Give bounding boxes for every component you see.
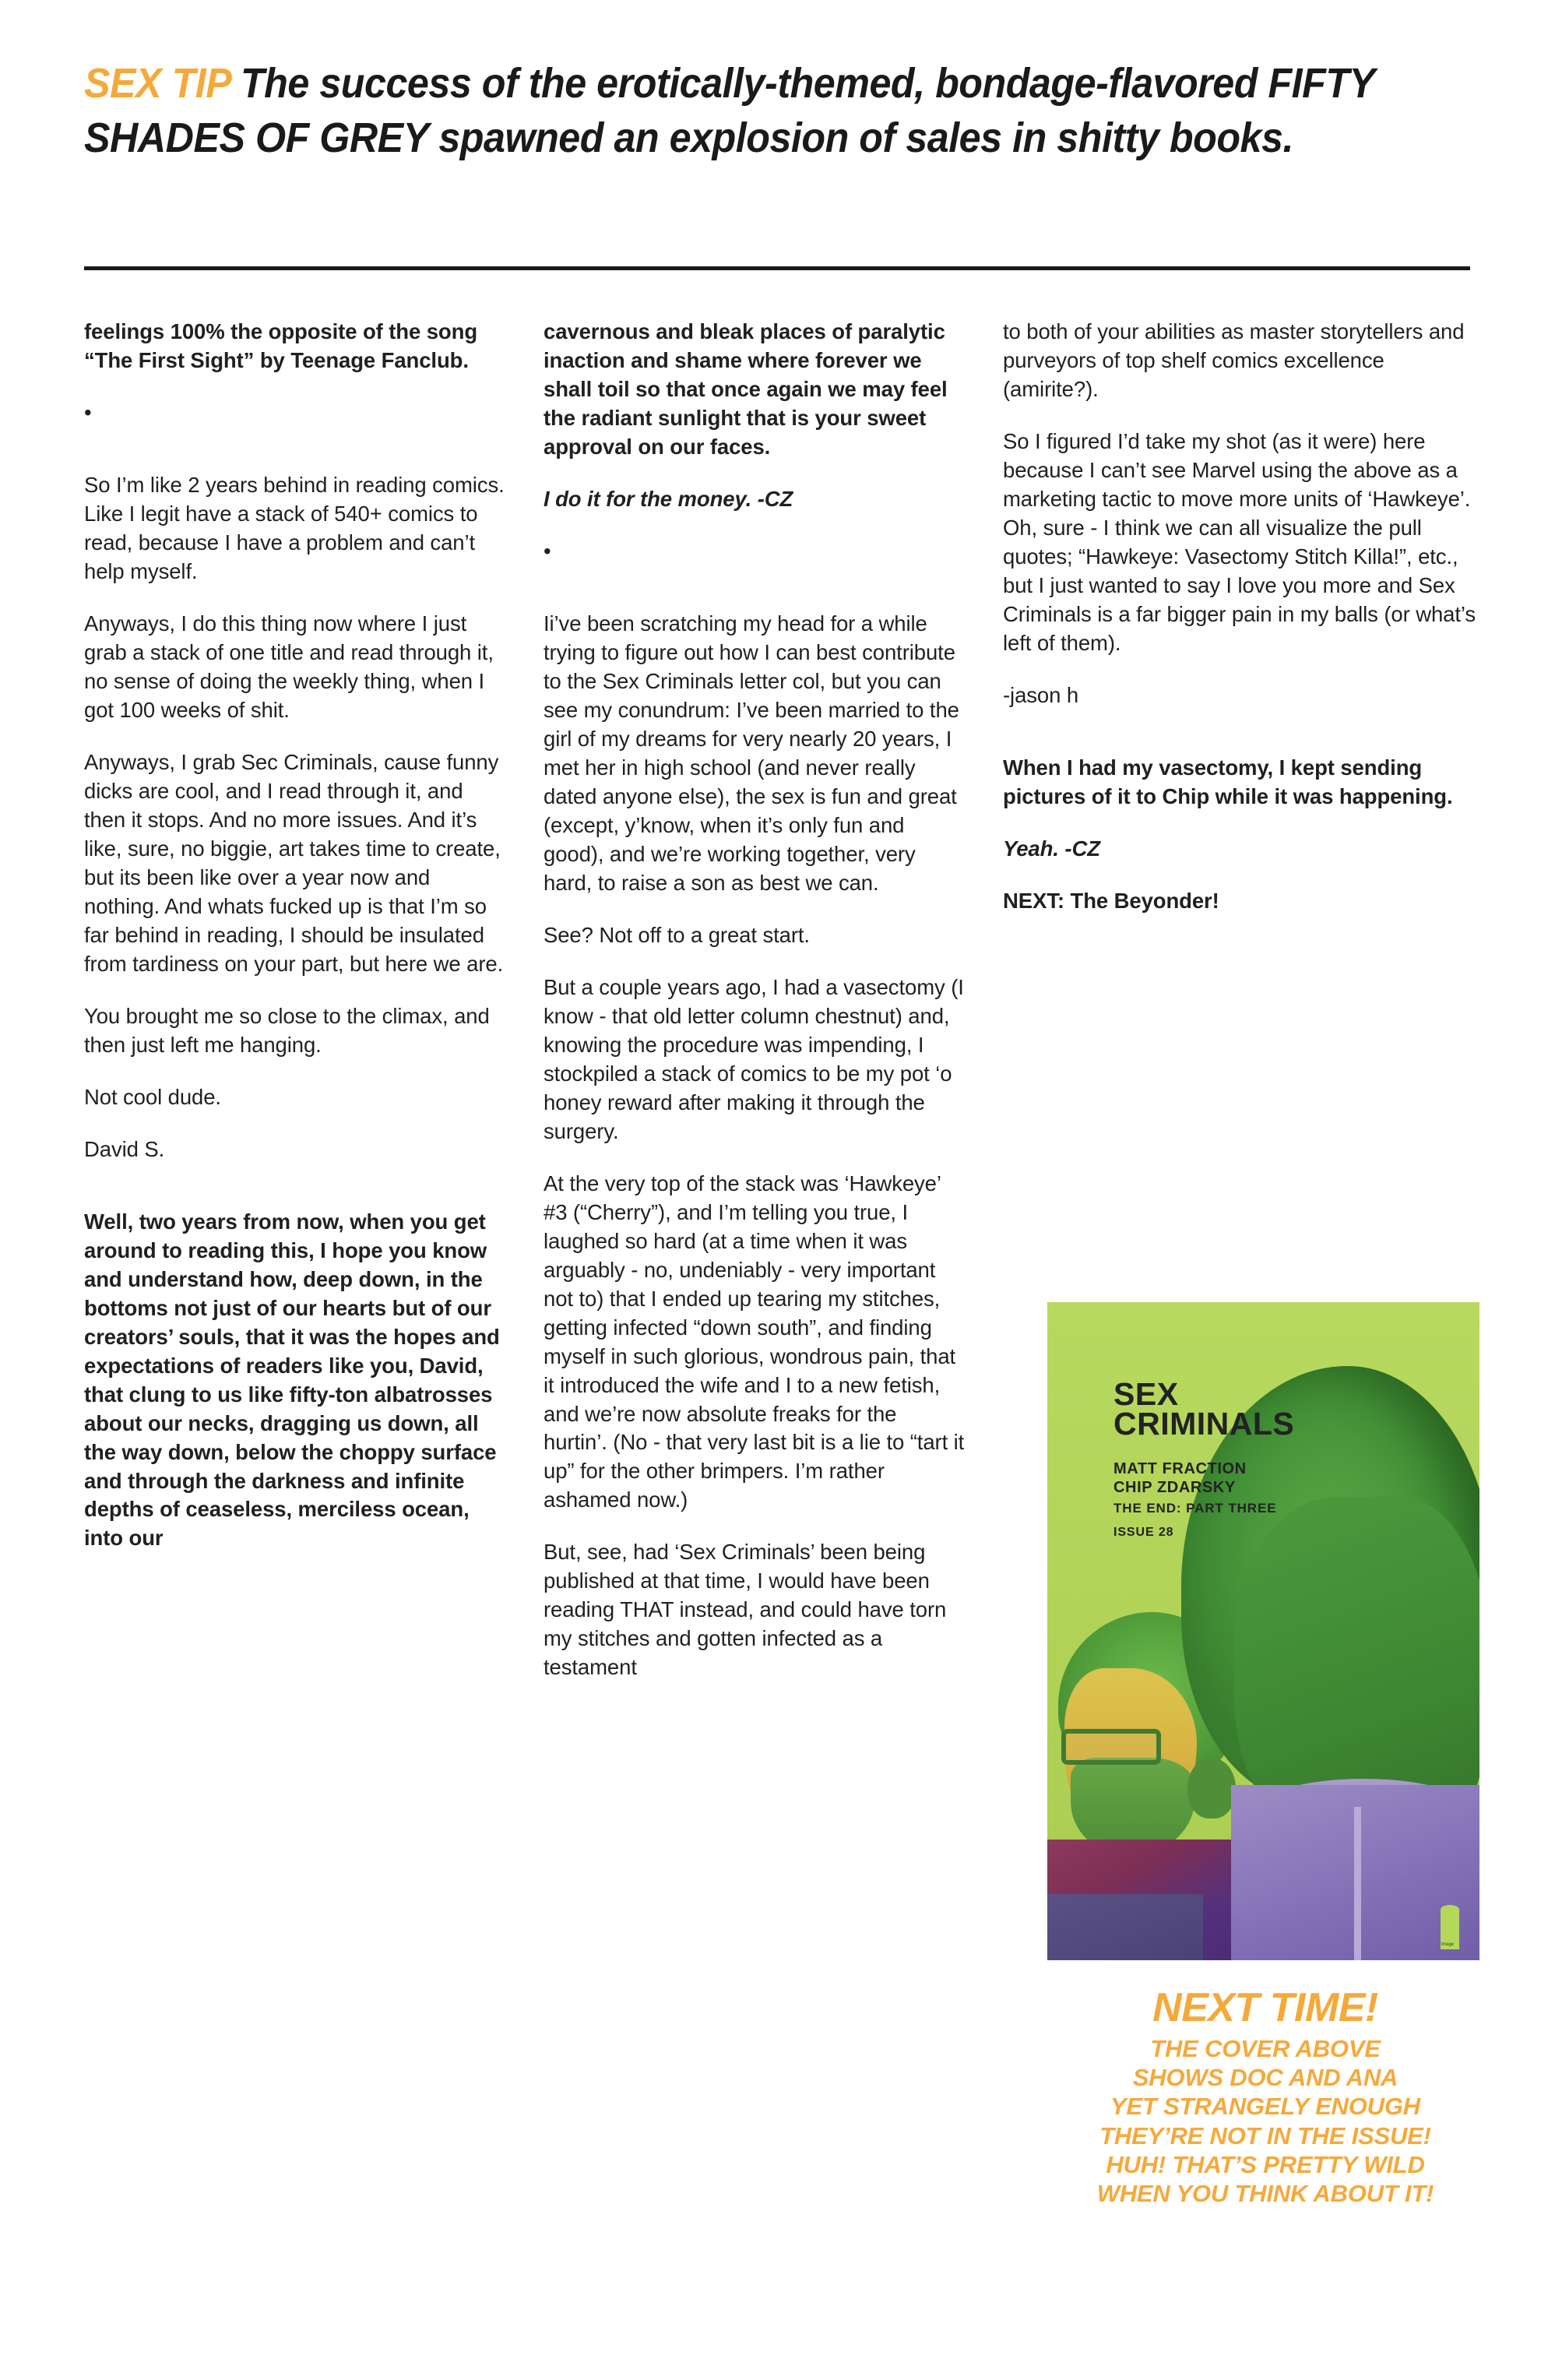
paragraph: Anyways, I grab Sec Criminals, cause funny dicks are cool, and I read through it, and then it stops. And no more issues. And it’s like, sure, no biggie, art takes time to create, but its been like over a year now and nothing. And whats fucked up is that I’m so far behind in reading, I should be insulated from tardiness on your part, but here we are. (84, 749, 504, 976)
paragraph: See? Not off to a great start. (544, 922, 810, 947)
paragraph: So I’m like 2 years behind in reading comics. Like I legit have a stack of 540+ comics to read, because I have a problem and can’t help myself. (84, 472, 505, 583)
bullet-separator: • (544, 538, 551, 563)
editor-reply: I do it for the money. -CZ (544, 486, 793, 511)
man-glasses-icon (1061, 1729, 1161, 1765)
cover-issue-number: ISSUE 28 (1114, 1526, 1174, 1539)
cover-canvas (1047, 1302, 1479, 1960)
next-time-line: SHOWS DOC AND ANA (1132, 2064, 1398, 2092)
image-comics-logo-text: image (1441, 1942, 1454, 1947)
paragraph: feelings 100% the opposite of the song “The First Sight” by Teenage Fanclub. (84, 319, 478, 372)
paragraph: Ii’ve been scratching my head for a while trying to figure out how I can best contribute to the Sex Criminals letter col, but you can see my conundrum: I’ve been married to the girl of my dreams for very nearly 20 years, I met her in high school (and never really dated anyone else), the sex is fun and great (except, y’know, when it’s only fun and good), and we’re working together, very hard, to raise a son as best we can. (544, 611, 959, 895)
letter-signature: -jason h (1003, 682, 1079, 707)
paragraph: But a couple years ago, I had a vasectomy (I know - that old letter column chestnut) and, knowing the procedure was impending, I stockpiled a stack of comics to be my pot ‘o honey reward after making it through the surgery. (544, 974, 964, 1143)
paragraph: At the very top of the stack was ‘Hawkeye’ #3 (“Cherry”), and I’m telling you true, I laughed so hard (at a time when it was arguably - no, undeniably - very important not to) that I ended up tearing my stitches, getting infected “down south”, and finding myself in such glorious, wondrous pain, that it introduced the wife and I to a new fetish, and we’re now absolute freaks for the hurtin’. (No - that very last bit is a lie to “tart it up” for the other brimpers. I’m rather ashamed now.) (544, 1171, 965, 1512)
comic-cover-image (1047, 1302, 1479, 1960)
next-time-line: YET STRANGELY ENOUGH (1110, 2093, 1420, 2121)
cover-title-line2: CRIMINALS (1114, 1405, 1295, 1442)
next-time-line: THEY’RE NOT IN THE ISSUE! (1099, 2121, 1431, 2149)
cover-credit-artist: CHIP ZDARSKY (1114, 1479, 1236, 1497)
man-ear (1187, 1758, 1236, 1818)
woman-hoodie-zipper (1354, 1807, 1361, 1960)
next-time-block (1020, 1987, 1511, 2208)
paragraph: Well, two years from now, when you get around to reading this, I hope you know and understand how, deep down, in the bottoms not just of our hearts but of our creators’ souls, that it was the hopes and expectations of readers like you, David, that clung to us like fifty-ton albatrosses about our necks, dragging us down, all the way down, below the choppy surface and through the darkness and infinite depths of ceaseless, merciless ocean, into our (84, 1209, 500, 1551)
letters-column-1 (84, 318, 544, 1706)
paragraph: Not cool dude. (84, 1084, 221, 1109)
next-time-line: THE COVER ABOVE (1150, 2035, 1381, 2062)
cover-title-line1: SEX (1114, 1376, 1179, 1412)
sex-tip-header (84, 56, 1478, 165)
header-divider-rule (84, 266, 1470, 270)
letters-column-2 (544, 318, 1003, 1706)
paragraph: to both of your abilities as master storytellers and purveyors of top shelf comics excellence (amirite?). (1003, 319, 1465, 401)
image-comics-logo-icon (1441, 1910, 1459, 1949)
paragraph: cavernous and bleak places of paralytic inaction and shame where forever we shall toil so that once again we may feel the radiant sunlight that is your sweet approval on our faces. (544, 319, 948, 459)
bullet-separator: • (84, 400, 92, 424)
paragraph: When I had my vasectomy, I kept sending pictures of it to Chip while it was happening. (1003, 755, 1453, 808)
next-time-line: HUH! THAT’S PRETTY WILD (1106, 2150, 1425, 2178)
next-time-line: WHEN YOU THINK ABOUT IT! (1096, 2179, 1434, 2207)
next-time-heading: NEXT TIME! (1152, 1985, 1378, 2030)
next-issue-teaser: NEXT: The Beyonder! (1003, 888, 1219, 913)
man-jacket-shadow (1047, 1894, 1203, 1960)
paragraph: But, see, had ‘Sex Criminals’ been being published at that time, I would have been reading THAT instead, and could have torn my stitches and gotten infected as a testament (544, 1540, 947, 1680)
cover-credit-writer: MATT FRACTION (1114, 1460, 1247, 1477)
cover-title (1114, 1376, 1295, 1442)
sex-tip-kicker: SEX TIP (84, 60, 230, 107)
letter-signature: David S. (84, 1136, 165, 1161)
cover-subtitle: THE END: PART THREE (1114, 1501, 1277, 1516)
paragraph: You brought me so close to the climax, and then just left me hanging. (84, 1003, 490, 1057)
header-body-text: The success of the erotically-themed, bondage-flavored FIFTY SHADES OF GREY spawned an explosion of sales in shitty books. (84, 60, 1385, 162)
paragraph: Anyways, I do this thing now where I just grab a stack of one title and read through it, no sense of doing the weekly thing, when I got 100 weeks of shit. (84, 611, 494, 722)
cover-credits (1114, 1459, 1247, 1498)
paragraph: So I figured I’d take my shot (as it were) here because I can’t see Marvel using the above as a marketing tactic to move more units of ‘Hawkeye’. Oh, sure - I think we can all visualize the pull quotes; “Hawkeye: Vasectomy Stitch Killa!”, etc., but I just wanted to say I love you more and Sex Criminals is a far bigger pain in my balls (or what’s left of them). (1003, 428, 1476, 655)
header-text (84, 56, 1385, 165)
editor-reply: Yeah. -CZ (1003, 836, 1100, 861)
